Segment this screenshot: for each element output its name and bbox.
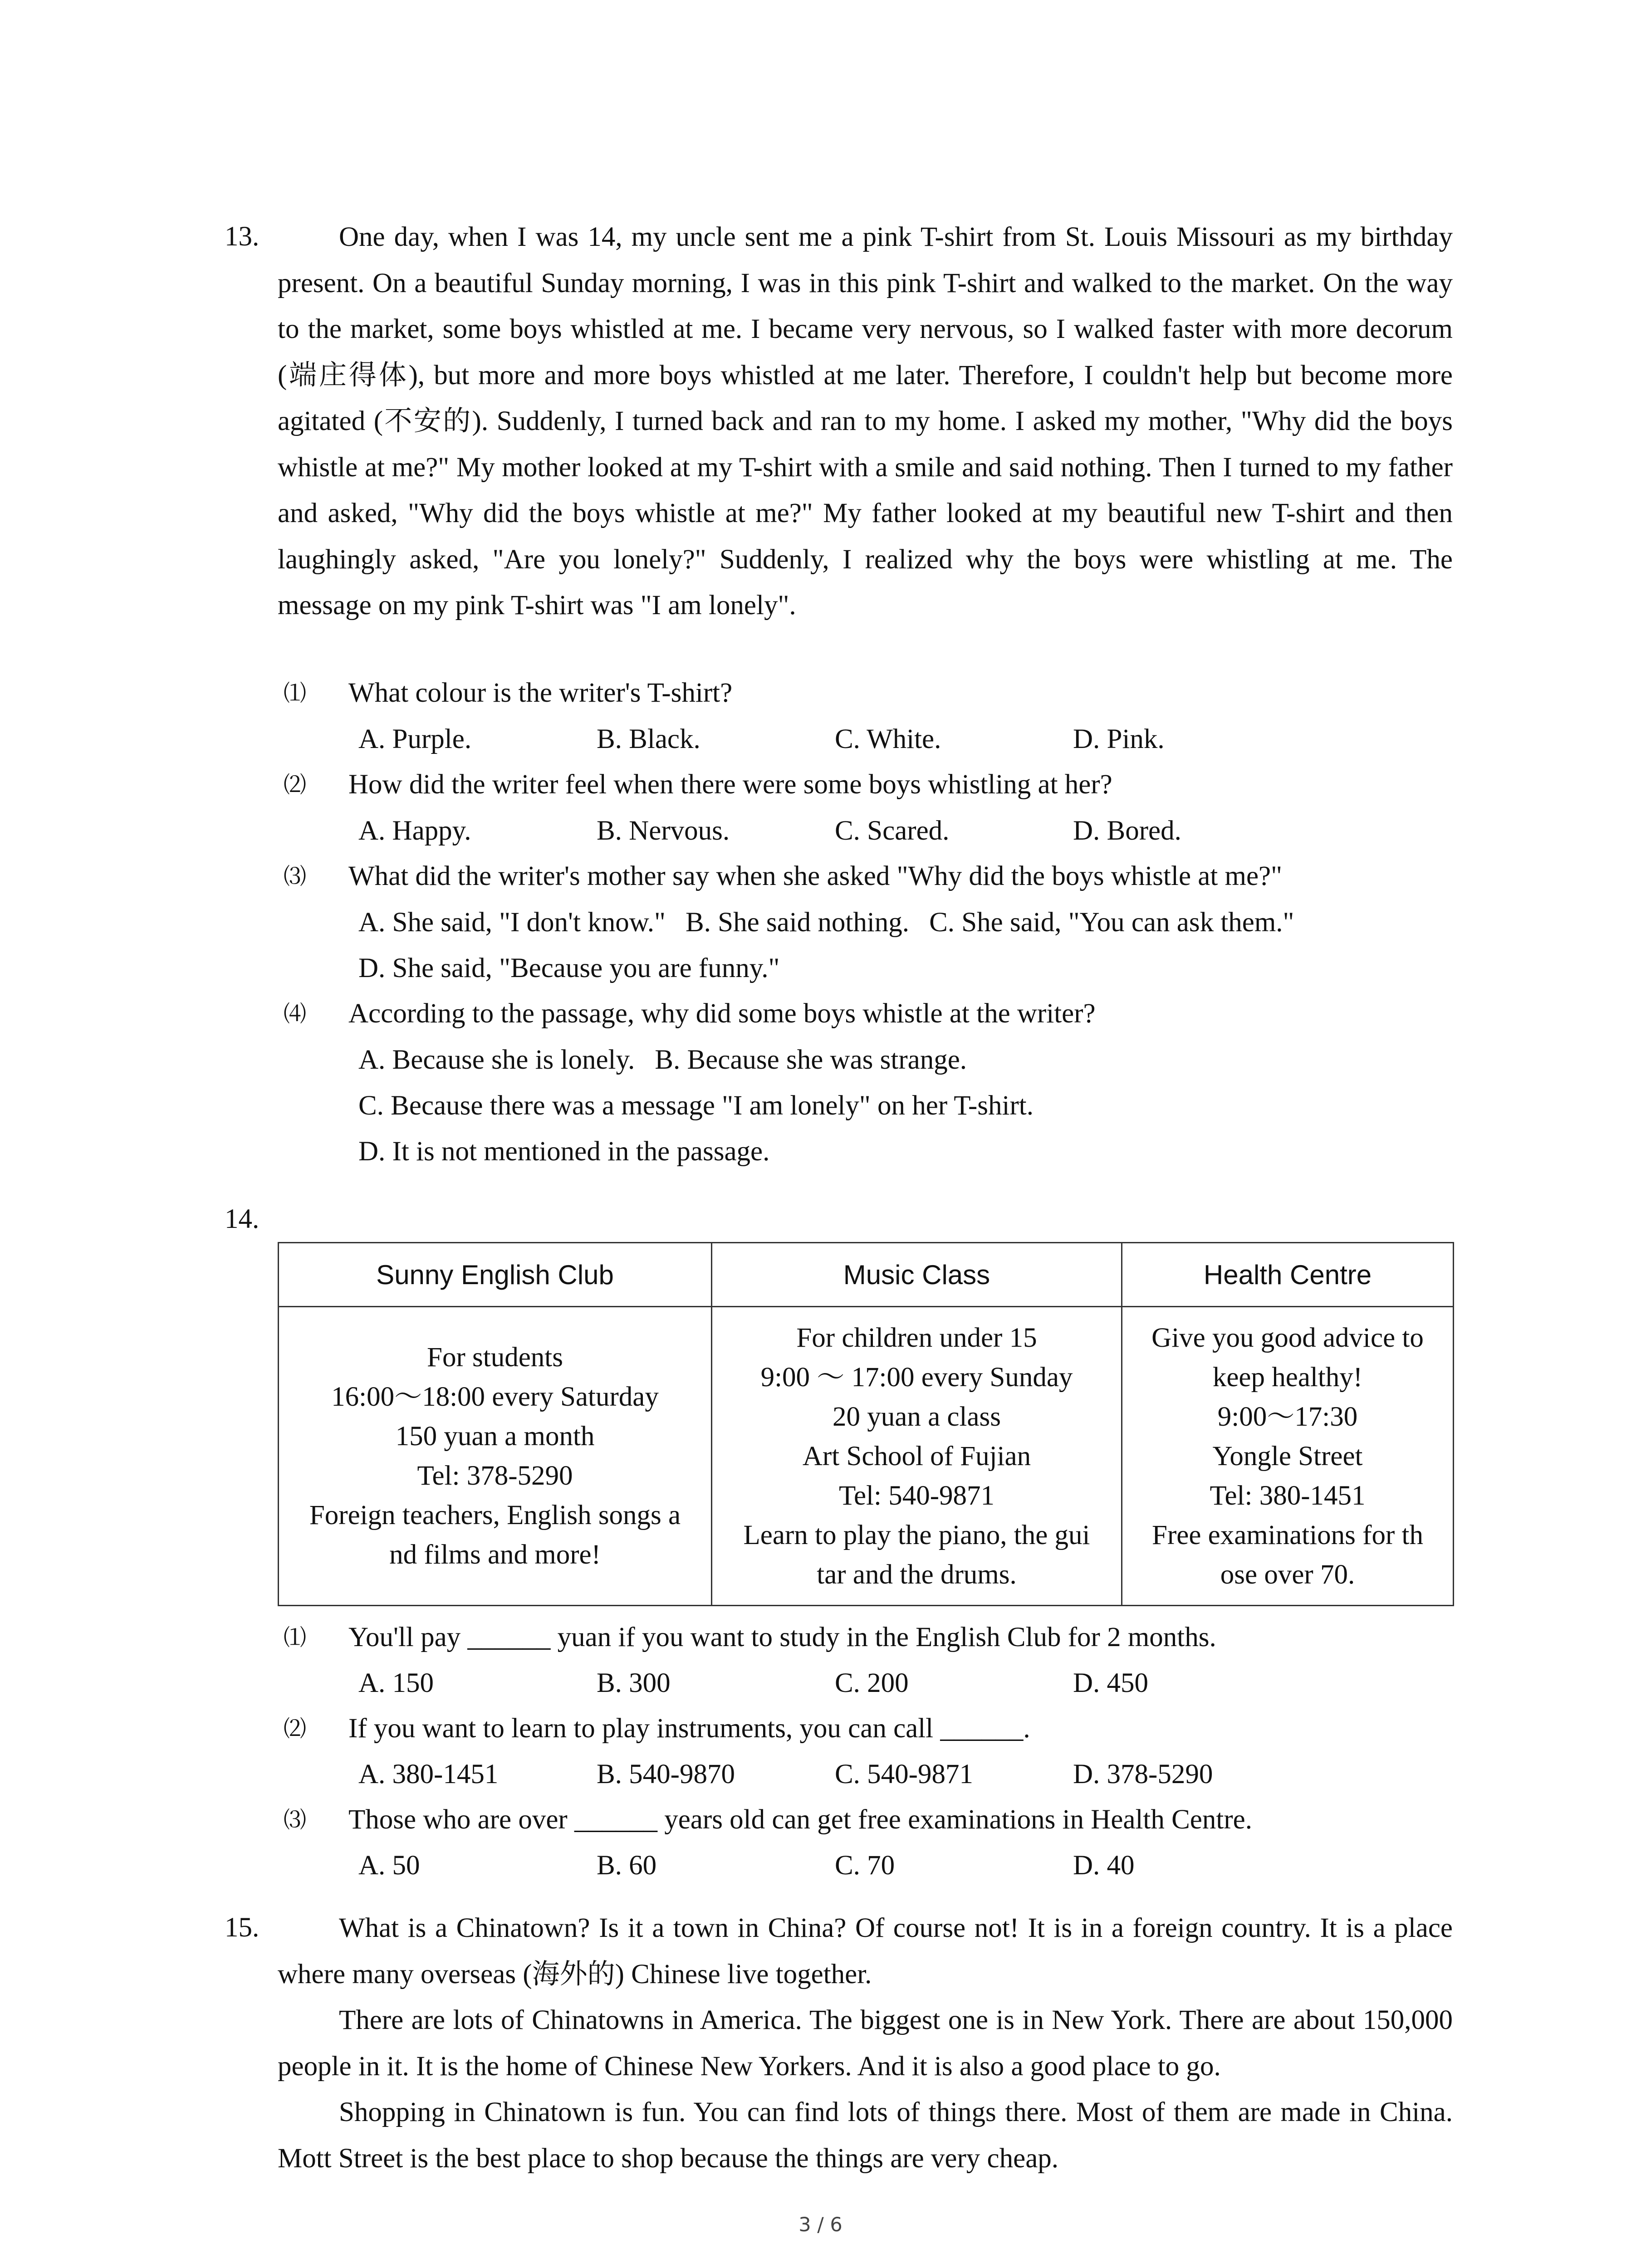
option-a: A. 150 [358, 1668, 434, 1698]
question-number-15: 15. [225, 1912, 260, 1943]
cell-line: keep healthy! [1212, 1362, 1363, 1393]
q13-sub3-stem: What did the writer's mother say when she asked "Why did the boys whistle at me?" [348, 861, 1283, 891]
q14-sub3-stem: Those who are over ______ years old can get free examinations in Health Centre. [348, 1804, 1252, 1835]
option-d: D. Pink. [1073, 724, 1165, 754]
option-d: D. 378-5290 [1073, 1759, 1213, 1789]
header-english-club: Sunny English Club [279, 1243, 712, 1307]
option-b: B. 540-9870 [597, 1759, 735, 1789]
passage-13: One day, when I was 14, my uncle sent me a pink T-shirt from St. Louis Missouri as my birthday present. On a beautiful Sunday morning, I was in this pink T-shirt and walked to the market. On the way to the market, some boys whistled at me. I became very nervous, so I walked faster with more decorum (端庄得体), but more and more boys whistled at me later. Therefore, I couldn't help but become more agitated (不安的). Suddenly, I turned back and ran to my home. I asked my mother, "Why did the boys whistle at me?" My mother looked at my T-shirt with a smile and said nothing. Then I turned to my father and asked, "Why did the boys whistle at me?" My father looked at my beautiful new T-shirt and then laughingly asked, "Are you lonely?" Suddenly, I realized why the boys were whistling at me. The message on my pink T-shirt was "I am lonely". [278, 222, 1453, 621]
option-c: C. Because there was a message "I am lonely" on her T-shirt. [358, 1090, 1034, 1121]
q13-sub4-stem: According to the passage, why did some boys whistle at the writer? [348, 998, 1096, 1029]
cell-line: Learn to play the piano, the gui [743, 1520, 1090, 1550]
table-header-row [279, 1243, 1454, 1307]
cell-line: nd films and more! [389, 1540, 601, 1570]
option-d: D. 450 [1073, 1668, 1149, 1698]
option-a: A. She said, "I don't know." [358, 907, 666, 938]
cell-line: Tel: 380-1451 [1210, 1480, 1366, 1511]
cell-line: 20 yuan a class [833, 1401, 1001, 1432]
passage-15-paragraph-1: What is a Chinatown? Is it a town in China? Of course not! It is in a foreign country. It is a place where many overseas (海外的) Chinese live together. [278, 1913, 1453, 1989]
cell-health-centre [1122, 1307, 1454, 1606]
question-number-13: 13. [225, 221, 260, 252]
q13-sub1-number: ⑴ [284, 680, 306, 706]
option-a: A. Happy. [358, 816, 471, 846]
cell-line: Yongle Street [1212, 1441, 1363, 1471]
cell-line: For students [427, 1342, 563, 1373]
option-a: A. Because she is lonely. [358, 1045, 635, 1075]
option-c: C. 200 [835, 1668, 909, 1698]
cell-line: Free examinations for th [1152, 1520, 1423, 1550]
q13-sub4-number: ⑷ [284, 1001, 306, 1026]
option-d: D. 40 [1073, 1850, 1135, 1881]
q14-sub1-number: ⑴ [284, 1625, 306, 1650]
cell-line: Foreign teachers, English songs a [309, 1500, 681, 1530]
cell-line: 9:00～17:30 [1217, 1401, 1358, 1432]
header-music-class: Music Class [712, 1243, 1122, 1307]
cell-line: For children under 15 [796, 1322, 1037, 1353]
table-body-row [279, 1307, 1454, 1606]
option-b: B. She said nothing. [685, 907, 910, 938]
cell-line: Tel: 540-9871 [838, 1480, 995, 1511]
option-d: D. She said, "Because you are funny." [358, 953, 780, 983]
cell-music-class [712, 1307, 1122, 1606]
option-b: B. Because she was strange. [655, 1045, 967, 1075]
cell-line: 150 yuan a month [395, 1421, 595, 1452]
q13-sub2-stem: How did the writer feel when there were some boys whistling at her? [348, 769, 1112, 800]
cell-english-club [279, 1307, 712, 1606]
option-a: A. Purple. [358, 724, 472, 754]
cell-line: ose over 70. [1220, 1559, 1355, 1590]
cell-line: Art School of Fujian [802, 1441, 1031, 1471]
option-c: C. Scared. [835, 816, 950, 846]
option-b: B. Black. [597, 724, 700, 754]
passage-15-paragraph-2: There are lots of Chinatowns in America. The biggest one is in New York. There are about 150,000 people in it. It is the home of Chinese New Yorkers. And it is also a good place to go. [278, 2005, 1453, 2082]
option-d: D. It is not mentioned in the passage. [358, 1136, 770, 1167]
option-c: C. She said, "You can ask them." [929, 907, 1294, 938]
q14-sub3-number: ⑶ [284, 1807, 306, 1833]
q14-sub2-number: ⑵ [284, 1716, 306, 1741]
q14-sub2-stem: If you want to learn to play instruments, you can call ______. [348, 1713, 1030, 1744]
question-number-14: 14. [225, 1204, 260, 1234]
option-d: D. Bored. [1073, 816, 1181, 846]
q13-sub3-options-row1 [358, 900, 1294, 945]
cell-line: 9:00 ～ 17:00 every Sunday [760, 1362, 1073, 1393]
option-c: C. 70 [835, 1850, 895, 1881]
cell-line: Give you good advice to [1151, 1322, 1424, 1353]
header-health-centre: Health Centre [1122, 1243, 1454, 1307]
passage-15-paragraph-3: Shopping in Chinatown is fun. You can find lots of things there. Most of them are made in China. Mott Street is the best place to shop because the things are very cheap. [278, 2097, 1453, 2174]
q13-sub2-number: ⑵ [284, 772, 306, 797]
option-b: B. 300 [597, 1668, 671, 1698]
option-c: C. White. [835, 724, 941, 754]
option-b: B. Nervous. [597, 816, 730, 846]
option-b: B. 60 [597, 1850, 657, 1881]
notice-table [278, 1242, 1454, 1606]
cell-line: 16:00～18:00 every Saturday [331, 1382, 659, 1412]
option-c: C. 540-9871 [835, 1759, 973, 1789]
q14-sub1-stem: You'll pay ______ yuan if you want to study in the English Club for 2 months. [348, 1622, 1216, 1652]
q13-sub3-number: ⑶ [284, 864, 306, 889]
option-a: A. 50 [358, 1850, 420, 1881]
cell-line: Tel: 378-5290 [417, 1461, 573, 1491]
page-number: 3 / 6 [798, 2214, 843, 2236]
q13-sub4-options-row1 [358, 1037, 967, 1083]
option-a: A. 380-1451 [358, 1759, 499, 1789]
cell-line: tar and the drums. [817, 1559, 1017, 1590]
q13-sub1-stem: What colour is the writer's T-shirt? [348, 678, 733, 708]
